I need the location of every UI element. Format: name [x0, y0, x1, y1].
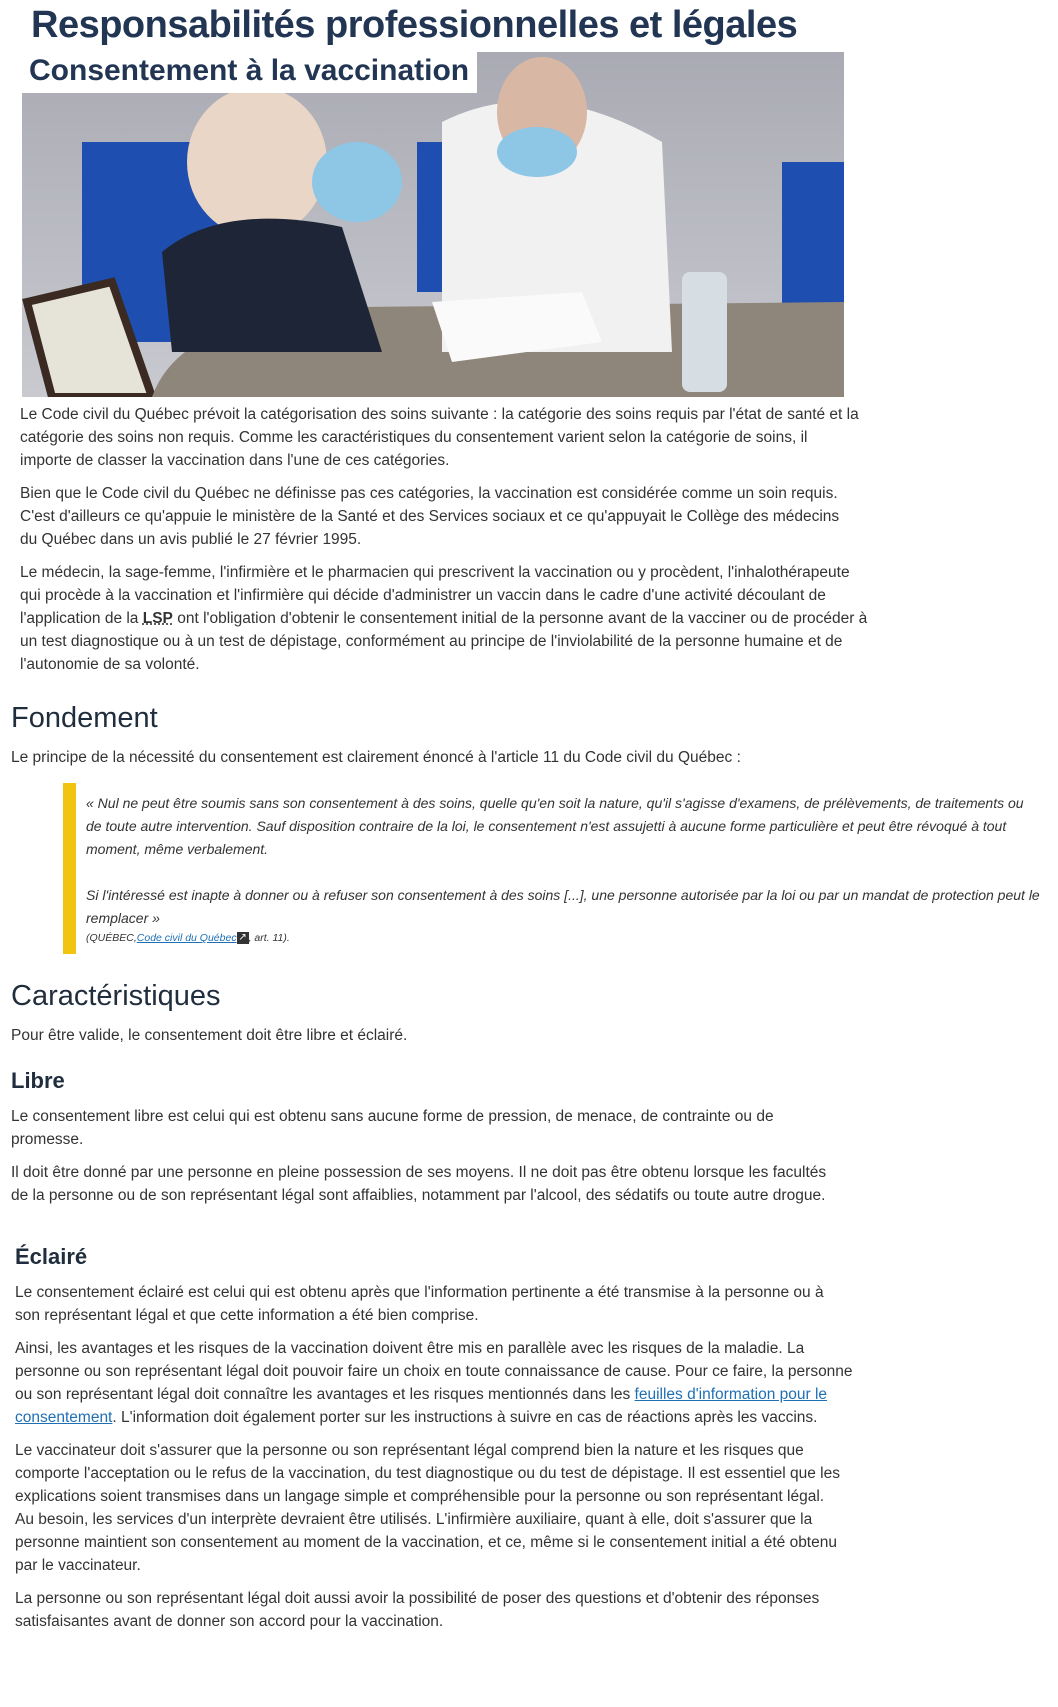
- text: , art. 11).: [248, 932, 290, 944]
- obligation-paragraph: [20, 561, 870, 676]
- text: Le médecin, la sage-femme, l'infirmière et le pharmacien qui prescrivent la vaccination ou y procèdent, l'inhalothérapeute qui procède à la vaccination et l'infirmière qui décide d'administrer un vaccin dans le cadre d'une activité découlant de l'application de la: [20, 564, 850, 627]
- code-civil-link[interactable]: Code civil du Québec: [136, 932, 237, 944]
- intro-paragraph: Bien que le Code civil du Québec ne définisse pas ces catégories, la vaccination est considérée comme un soin requis. C'est d'ailleurs ce qu'appuie le ministère de la Santé et des Services sociaux et ce qu'appuyait le Collège des médecins du Québec dans un avis publié le 27 février 1995.: [20, 485, 840, 548]
- quote-citation: [76, 930, 1043, 946]
- text: (QUÉBEC,: [86, 932, 137, 944]
- eclaire-paragraph: [15, 1337, 860, 1429]
- hero-image: [22, 52, 844, 397]
- lsp-abbreviation[interactable]: LSP: [142, 610, 173, 627]
- caracteristiques-text: Pour être valide, le consentement doit être libre et éclairé.: [11, 1027, 408, 1044]
- quote-paragraph: « Nul ne peut être soumis sans son consentement à des soins, quelle qu'en soit la nature, qu'il s'agisse d'examens, de prélèvements, de traitements ou de toute autre intervention. Sauf disposition contraire de la loi, le consentement n'est assujetti à aucune forme particulière et peut être révoqué à tout moment, même verbalement.: [86, 795, 1024, 857]
- eclaire-section: [0, 1217, 1058, 1633]
- legal-quote: [63, 783, 1043, 954]
- eclaire-paragraph: Le consentement éclairé est celui qui est obtenu après que l'information pertinente a été transmise à la personne ou à son représentant légal et que cette information a été bien comprise.: [15, 1284, 824, 1324]
- intro-section: [0, 397, 1058, 676]
- eclaire-paragraph: Le vaccinateur doit s'assurer que la personne ou son représentant légal comprend bien la nature et les risques que comporte l'acceptation ou le refus de la vaccination, du test diagnostique ou du test de dépistage. Il est essentiel que les explications soient transmises dans un langage simple et compréhensible pour la personne ou son représentant légal. Au besoin, les services d'un interprète devraient être utilisés. L'infirmière auxiliaire, quant à elle, doit s'assurer que la personne maintient son consentement au moment de la vaccination, et ce, même si le consentement initial a été obtenu par le vaccinateur.: [15, 1442, 840, 1574]
- caracteristiques-section: [0, 978, 1058, 1207]
- heading-eclaire: Éclairé: [15, 1244, 88, 1269]
- quote-paragraph: Si l'intéressé est inapte à donner ou à refuser son consentement à des soins [...], une personne autorisée par la loi ou par un mandat de protection peut le remplacer »: [86, 887, 1040, 926]
- text: Ainsi, les avantages et les risques de la vaccination doivent être mis en parallèle avec les risques de la maladie. La personne ou son représentant légal doit pouvoir faire un choix en toute connaissance de cause. Pour ce faire, la personne ou son représentant légal doit connaître les avantages et les risques mentionnés dans les: [15, 1340, 853, 1403]
- heading-fondement: Fondement: [11, 702, 158, 734]
- heading-libre: Libre: [11, 1068, 65, 1093]
- external-link-icon: ↗: [238, 932, 247, 944]
- hero-label: [22, 52, 477, 93]
- fondement-section: [0, 686, 1058, 769]
- section-title: Consentement à la vaccination: [29, 54, 470, 87]
- heading-caracteristiques: Caractéristiques: [11, 980, 221, 1012]
- libre-paragraph: Il doit être donné par une personne en pleine possession de ses moyens. Il ne doit pas être obtenu lorsque les facultés de la personne ou de son représentant légal sont affaiblies, notamment par l'alcool, des sédatifs ou toute autre drogue.: [11, 1164, 827, 1204]
- information-sheets-link[interactable]: feuilles d'information pour le consentement: [15, 1386, 828, 1426]
- libre-paragraph: Le consentement libre est celui qui est obtenu sans aucune forme de pression, de menace, de contrainte ou de promesse.: [11, 1108, 774, 1148]
- eclaire-paragraph: La personne ou son représentant légal doit aussi avoir la possibilité de poser des questions et d'obtenir des réponses satisfaisantes avant de donner son accord pour la vaccination.: [15, 1590, 820, 1630]
- intro-paragraph: Le Code civil du Québec prévoit la catégorisation des soins suivante : la catégorie des soins requis par l'état de santé et la catégorie des soins non requis. Comme les caractéristiques du consentement varient selon la catégorie de soins, il importe de classer la vaccination dans l'une de ces catégories.: [20, 406, 859, 469]
- text: ont l'obligation d'obtenir le consentement initial de la personne avant de la vacciner ou de procéder à un test diagnostique ou à un test de dépistage, conformément au principe de l'inviolabilité de la personne humaine et de l'autonomie de sa volonté.: [20, 610, 868, 673]
- vaccination-photo: [22, 52, 844, 397]
- fondement-text: Le principe de la nécessité du consentement est clairement énoncé à l'article 11 du Code civil du Québec :: [11, 749, 741, 766]
- page-title: Responsabilités professionnelles et légales: [31, 4, 798, 46]
- text: . L'information doit également porter sur les instructions à suivre en cas de réactions après les vaccins.: [112, 1409, 818, 1426]
